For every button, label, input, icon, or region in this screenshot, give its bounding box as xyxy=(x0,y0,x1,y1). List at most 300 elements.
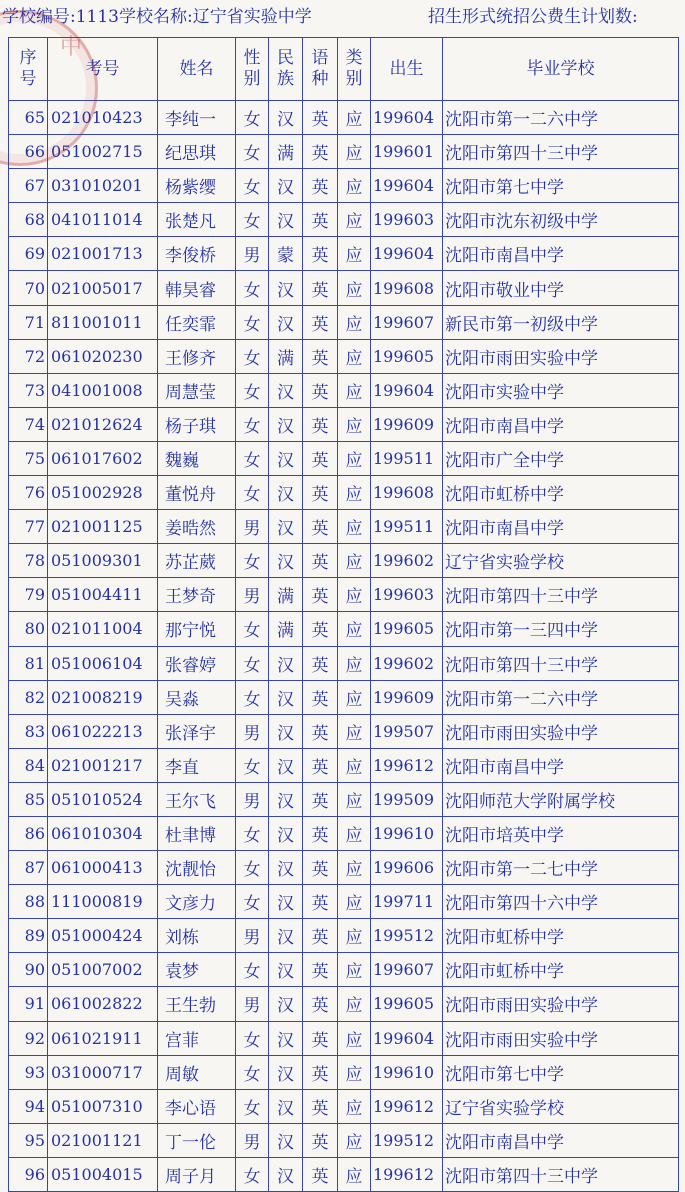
cell-name: 王修齐 xyxy=(158,339,236,373)
header-category: 类 别 xyxy=(338,38,371,101)
cell-no: 85 xyxy=(9,782,48,816)
cell-sex: 女 xyxy=(236,816,269,850)
cell-no: 94 xyxy=(9,1089,48,1123)
header-exam-number: 考号 xyxy=(48,38,158,101)
cell-no: 66 xyxy=(9,135,48,169)
cell-ethnicity: 汉 xyxy=(269,748,303,782)
cell-exam-number: 051006104 xyxy=(48,646,158,680)
cell-sex: 女 xyxy=(236,1055,269,1089)
cell-ethnicity: 汉 xyxy=(269,782,303,816)
cell-ethnicity: 汉 xyxy=(269,953,303,987)
cell-name: 宫菲 xyxy=(158,1021,236,1055)
cell-exam-number: 021012624 xyxy=(48,407,158,441)
cell-ethnicity: 汉 xyxy=(269,919,303,953)
cell-sex: 男 xyxy=(236,1123,269,1157)
cell-name: 杨子琪 xyxy=(158,407,236,441)
cell-sex: 女 xyxy=(236,476,269,510)
cell-language: 英 xyxy=(303,714,338,748)
cell-language: 英 xyxy=(303,1021,338,1055)
cell-sex: 女 xyxy=(236,544,269,578)
cell-category: 应 xyxy=(338,135,371,169)
cell-exam-number: 051007002 xyxy=(48,953,158,987)
cell-sex: 男 xyxy=(236,237,269,271)
cell-category: 应 xyxy=(338,714,371,748)
table-row xyxy=(9,919,679,953)
cell-sex: 女 xyxy=(236,885,269,919)
cell-no: 96 xyxy=(9,1157,48,1191)
cell-birth: 199604 xyxy=(371,237,443,271)
cell-sex: 男 xyxy=(236,987,269,1021)
cell-ethnicity: 汉 xyxy=(269,476,303,510)
cell-exam-number: 051004411 xyxy=(48,578,158,612)
cell-name: 李纯一 xyxy=(158,101,236,135)
cell-birth: 199603 xyxy=(371,578,443,612)
cell-name: 王梦奇 xyxy=(158,578,236,612)
cell-no: 92 xyxy=(9,1021,48,1055)
cell-ethnicity: 汉 xyxy=(269,271,303,305)
cell-birth: 199608 xyxy=(371,476,443,510)
cell-no: 86 xyxy=(9,816,48,850)
cell-ethnicity: 汉 xyxy=(269,646,303,680)
cell-language: 英 xyxy=(303,919,338,953)
cell-birth: 199601 xyxy=(371,135,443,169)
cell-school: 沈阳市敬业中学 xyxy=(443,271,679,305)
table-row xyxy=(9,203,679,237)
table-row xyxy=(9,135,679,169)
table-row xyxy=(9,510,679,544)
cell-birth: 199608 xyxy=(371,271,443,305)
cell-ethnicity: 汉 xyxy=(269,1123,303,1157)
cell-exam-number: 061010304 xyxy=(48,816,158,850)
table-row xyxy=(9,1089,679,1123)
cell-birth: 199507 xyxy=(371,714,443,748)
cell-school: 沈阳市虹桥中学 xyxy=(443,476,679,510)
cell-category: 应 xyxy=(338,578,371,612)
cell-name: 王生勃 xyxy=(158,987,236,1021)
cell-no: 65 xyxy=(9,101,48,135)
cell-name: 张泽宇 xyxy=(158,714,236,748)
cell-category: 应 xyxy=(338,373,371,407)
cell-name: 沈靓怡 xyxy=(158,851,236,885)
cell-language: 英 xyxy=(303,476,338,510)
cell-no: 81 xyxy=(9,646,48,680)
cell-language: 英 xyxy=(303,680,338,714)
cell-name: 吴淼 xyxy=(158,680,236,714)
cell-exam-number: 061017602 xyxy=(48,441,158,475)
cell-exam-number: 811001011 xyxy=(48,305,158,339)
table-row xyxy=(9,1021,679,1055)
cell-name: 韩昊睿 xyxy=(158,271,236,305)
cell-ethnicity: 汉 xyxy=(269,169,303,203)
cell-name: 丁一伦 xyxy=(158,1123,236,1157)
table-row xyxy=(9,271,679,305)
cell-language: 英 xyxy=(303,169,338,203)
table-row xyxy=(9,305,679,339)
cell-language: 英 xyxy=(303,373,338,407)
header-name: 姓名 xyxy=(158,38,236,101)
table-row xyxy=(9,441,679,475)
header-sex: 性 别 xyxy=(236,38,269,101)
cell-category: 应 xyxy=(338,510,371,544)
header-no: 序 号 xyxy=(9,38,48,101)
cell-language: 英 xyxy=(303,953,338,987)
cell-category: 应 xyxy=(338,919,371,953)
cell-no: 91 xyxy=(9,987,48,1021)
cell-no: 74 xyxy=(9,407,48,441)
cell-school: 新民市第一初级中学 xyxy=(443,305,679,339)
cell-no: 79 xyxy=(9,578,48,612)
cell-school: 沈阳市南昌中学 xyxy=(443,1123,679,1157)
cell-category: 应 xyxy=(338,169,371,203)
cell-birth: 199612 xyxy=(371,1157,443,1191)
cell-category: 应 xyxy=(338,953,371,987)
cell-sex: 男 xyxy=(236,578,269,612)
header-ethnicity: 民 族 xyxy=(269,38,303,101)
cell-sex: 女 xyxy=(236,646,269,680)
cell-language: 英 xyxy=(303,101,338,135)
cell-name: 刘栋 xyxy=(158,919,236,953)
cell-language: 英 xyxy=(303,339,338,373)
cell-exam-number: 021001713 xyxy=(48,237,158,271)
cell-exam-number: 031000717 xyxy=(48,1055,158,1089)
cell-language: 英 xyxy=(303,441,338,475)
cell-language: 英 xyxy=(303,1089,338,1123)
table-row xyxy=(9,748,679,782)
cell-exam-number: 021011004 xyxy=(48,612,158,646)
cell-ethnicity: 汉 xyxy=(269,1089,303,1123)
table-row xyxy=(9,612,679,646)
cell-ethnicity: 汉 xyxy=(269,1055,303,1089)
cell-language: 英 xyxy=(303,1055,338,1089)
cell-school: 沈阳市南昌中学 xyxy=(443,748,679,782)
cell-exam-number: 061020230 xyxy=(48,339,158,373)
cell-category: 应 xyxy=(338,1055,371,1089)
table-row xyxy=(9,476,679,510)
cell-ethnicity: 蒙 xyxy=(269,237,303,271)
cell-ethnicity: 汉 xyxy=(269,680,303,714)
cell-school: 沈阳市虹桥中学 xyxy=(443,919,679,953)
cell-category: 应 xyxy=(338,476,371,510)
cell-school: 沈阳市培英中学 xyxy=(443,816,679,850)
cell-no: 70 xyxy=(9,271,48,305)
cell-ethnicity: 满 xyxy=(269,578,303,612)
cell-sex: 女 xyxy=(236,339,269,373)
cell-category: 应 xyxy=(338,101,371,135)
cell-category: 应 xyxy=(338,885,371,919)
cell-ethnicity: 汉 xyxy=(269,544,303,578)
cell-birth: 199605 xyxy=(371,987,443,1021)
cell-birth: 199610 xyxy=(371,1055,443,1089)
cell-birth: 199609 xyxy=(371,407,443,441)
cell-school: 沈阳市第四十三中学 xyxy=(443,646,679,680)
cell-no: 89 xyxy=(9,919,48,953)
cell-sex: 女 xyxy=(236,1021,269,1055)
cell-birth: 199604 xyxy=(371,101,443,135)
cell-name: 李直 xyxy=(158,748,236,782)
cell-language: 英 xyxy=(303,578,338,612)
cell-no: 67 xyxy=(9,169,48,203)
cell-ethnicity: 满 xyxy=(269,135,303,169)
table-row xyxy=(9,885,679,919)
cell-ethnicity: 汉 xyxy=(269,1021,303,1055)
cell-exam-number: 051009301 xyxy=(48,544,158,578)
cell-sex: 女 xyxy=(236,101,269,135)
cell-school: 沈阳师范大学附属学校 xyxy=(443,782,679,816)
document-header xyxy=(0,0,685,34)
cell-name: 袁梦 xyxy=(158,953,236,987)
cell-name: 张楚凡 xyxy=(158,203,236,237)
cell-ethnicity: 汉 xyxy=(269,373,303,407)
cell-language: 英 xyxy=(303,544,338,578)
cell-sex: 女 xyxy=(236,748,269,782)
cell-birth: 199509 xyxy=(371,782,443,816)
table-row xyxy=(9,714,679,748)
table-row xyxy=(9,680,679,714)
cell-ethnicity: 汉 xyxy=(269,1157,303,1191)
table-row xyxy=(9,1157,679,1191)
cell-sex: 男 xyxy=(236,919,269,953)
cell-birth: 199711 xyxy=(371,885,443,919)
cell-exam-number: 021008219 xyxy=(48,680,158,714)
cell-name: 李心语 xyxy=(158,1089,236,1123)
cell-birth: 199605 xyxy=(371,339,443,373)
cell-school: 沈阳市雨田实验中学 xyxy=(443,1021,679,1055)
cell-category: 应 xyxy=(338,680,371,714)
cell-no: 68 xyxy=(9,203,48,237)
cell-name: 杨紫缨 xyxy=(158,169,236,203)
cell-language: 英 xyxy=(303,987,338,1021)
cell-ethnicity: 汉 xyxy=(269,510,303,544)
table-row xyxy=(9,373,679,407)
cell-no: 95 xyxy=(9,1123,48,1157)
cell-exam-number: 021001121 xyxy=(48,1123,158,1157)
cell-category: 应 xyxy=(338,407,371,441)
cell-birth: 199603 xyxy=(371,203,443,237)
cell-birth: 199612 xyxy=(371,1089,443,1123)
cell-exam-number: 051007310 xyxy=(48,1089,158,1123)
cell-category: 应 xyxy=(338,1157,371,1191)
cell-language: 英 xyxy=(303,748,338,782)
cell-birth: 199604 xyxy=(371,169,443,203)
cell-category: 应 xyxy=(338,305,371,339)
cell-no: 80 xyxy=(9,612,48,646)
cell-sex: 女 xyxy=(236,612,269,646)
cell-school: 沈阳市南昌中学 xyxy=(443,407,679,441)
cell-sex: 女 xyxy=(236,271,269,305)
cell-name: 董悦舟 xyxy=(158,476,236,510)
table-row xyxy=(9,782,679,816)
table-row xyxy=(9,1123,679,1157)
cell-birth: 199511 xyxy=(371,441,443,475)
cell-birth: 199602 xyxy=(371,544,443,578)
cell-name: 周敏 xyxy=(158,1055,236,1089)
cell-name: 张睿婷 xyxy=(158,646,236,680)
cell-birth: 199609 xyxy=(371,680,443,714)
cell-category: 应 xyxy=(338,1089,371,1123)
cell-birth: 199512 xyxy=(371,919,443,953)
cell-ethnicity: 汉 xyxy=(269,305,303,339)
cell-school: 沈阳市南昌中学 xyxy=(443,237,679,271)
cell-category: 应 xyxy=(338,1123,371,1157)
cell-exam-number: 061000413 xyxy=(48,851,158,885)
cell-birth: 199607 xyxy=(371,305,443,339)
cell-name: 那宁悦 xyxy=(158,612,236,646)
cell-exam-number: 041011014 xyxy=(48,203,158,237)
cell-name: 苏芷葳 xyxy=(158,544,236,578)
cell-name: 魏巍 xyxy=(158,441,236,475)
cell-sex: 女 xyxy=(236,851,269,885)
cell-no: 87 xyxy=(9,851,48,885)
cell-sex: 女 xyxy=(236,680,269,714)
cell-category: 应 xyxy=(338,782,371,816)
cell-ethnicity: 汉 xyxy=(269,816,303,850)
cell-sex: 男 xyxy=(236,782,269,816)
cell-language: 英 xyxy=(303,237,338,271)
cell-exam-number: 051010524 xyxy=(48,782,158,816)
cell-category: 应 xyxy=(338,646,371,680)
cell-sex: 女 xyxy=(236,1089,269,1123)
header-school: 毕业学校 xyxy=(443,38,679,101)
cell-exam-number: 031010201 xyxy=(48,169,158,203)
cell-ethnicity: 汉 xyxy=(269,441,303,475)
cell-language: 英 xyxy=(303,1123,338,1157)
cell-category: 应 xyxy=(338,1021,371,1055)
cell-birth: 199606 xyxy=(371,851,443,885)
cell-exam-number: 021010423 xyxy=(48,101,158,135)
cell-sex: 女 xyxy=(236,169,269,203)
cell-birth: 199612 xyxy=(371,748,443,782)
cell-birth: 199511 xyxy=(371,510,443,544)
cell-exam-number: 061022213 xyxy=(48,714,158,748)
cell-birth: 199605 xyxy=(371,612,443,646)
cell-category: 应 xyxy=(338,237,371,271)
cell-birth: 199512 xyxy=(371,1123,443,1157)
cell-no: 90 xyxy=(9,953,48,987)
cell-sex: 女 xyxy=(236,953,269,987)
cell-no: 69 xyxy=(9,237,48,271)
cell-language: 英 xyxy=(303,782,338,816)
cell-ethnicity: 汉 xyxy=(269,885,303,919)
header-language: 语 种 xyxy=(303,38,338,101)
cell-no: 84 xyxy=(9,748,48,782)
cell-exam-number: 061002822 xyxy=(48,987,158,1021)
cell-no: 88 xyxy=(9,885,48,919)
cell-birth: 199604 xyxy=(371,1021,443,1055)
cell-school: 沈阳市雨田实验中学 xyxy=(443,714,679,748)
cell-category: 应 xyxy=(338,441,371,475)
cell-exam-number: 021001217 xyxy=(48,748,158,782)
cell-exam-number: 021001125 xyxy=(48,510,158,544)
cell-name: 杜聿博 xyxy=(158,816,236,850)
table-body xyxy=(9,101,679,1192)
table-row xyxy=(9,851,679,885)
cell-language: 英 xyxy=(303,851,338,885)
cell-language: 英 xyxy=(303,305,338,339)
cell-school: 沈阳市第一二六中学 xyxy=(443,101,679,135)
cell-sex: 女 xyxy=(236,407,269,441)
cell-exam-number: 111000819 xyxy=(48,885,158,919)
cell-birth: 199604 xyxy=(371,373,443,407)
cell-no: 77 xyxy=(9,510,48,544)
table-row xyxy=(9,237,679,271)
cell-ethnicity: 满 xyxy=(269,612,303,646)
cell-ethnicity: 汉 xyxy=(269,851,303,885)
cell-sex: 男 xyxy=(236,510,269,544)
cell-school: 沈阳市虹桥中学 xyxy=(443,953,679,987)
cell-ethnicity: 汉 xyxy=(269,714,303,748)
cell-school: 沈阳市雨田实验中学 xyxy=(443,987,679,1021)
cell-school: 沈阳市第四十三中学 xyxy=(443,1157,679,1191)
cell-category: 应 xyxy=(338,203,371,237)
table-row xyxy=(9,1055,679,1089)
table-row xyxy=(9,578,679,612)
cell-no: 78 xyxy=(9,544,48,578)
cell-language: 英 xyxy=(303,510,338,544)
cell-name: 姜晧然 xyxy=(158,510,236,544)
cell-name: 任奕霏 xyxy=(158,305,236,339)
table-row xyxy=(9,339,679,373)
cell-exam-number: 041001008 xyxy=(48,373,158,407)
cell-no: 72 xyxy=(9,339,48,373)
cell-category: 应 xyxy=(338,544,371,578)
cell-exam-number: 021005017 xyxy=(48,271,158,305)
cell-name: 李俊桥 xyxy=(158,237,236,271)
cell-school: 辽宁省实验学校 xyxy=(443,1089,679,1123)
cell-school: 沈阳市第七中学 xyxy=(443,169,679,203)
cell-no: 73 xyxy=(9,373,48,407)
table-row xyxy=(9,101,679,135)
cell-language: 英 xyxy=(303,271,338,305)
cell-school: 辽宁省实验学校 xyxy=(443,544,679,578)
cell-ethnicity: 汉 xyxy=(269,101,303,135)
cell-exam-number: 051002715 xyxy=(48,135,158,169)
cell-school: 沈阳市第四十六中学 xyxy=(443,885,679,919)
cell-no: 71 xyxy=(9,305,48,339)
table-row xyxy=(9,169,679,203)
cell-category: 应 xyxy=(338,987,371,1021)
cell-sex: 女 xyxy=(236,373,269,407)
cell-sex: 女 xyxy=(236,441,269,475)
cell-no: 76 xyxy=(9,476,48,510)
cell-category: 应 xyxy=(338,271,371,305)
cell-school: 沈阳市第一二六中学 xyxy=(443,680,679,714)
cell-language: 英 xyxy=(303,816,338,850)
admission-info-text: 招生形式统招公费生计划数: xyxy=(428,7,638,27)
cell-school: 沈阳市第四十三中学 xyxy=(443,135,679,169)
cell-birth: 199610 xyxy=(371,816,443,850)
cell-ethnicity: 汉 xyxy=(269,203,303,237)
table-row xyxy=(9,407,679,441)
cell-language: 英 xyxy=(303,135,338,169)
cell-sex: 男 xyxy=(236,714,269,748)
school-info-text: 学校编号:1113学校名称:辽宁省实验中学 xyxy=(2,7,312,27)
table-row xyxy=(9,987,679,1021)
cell-school: 沈阳市广全中学 xyxy=(443,441,679,475)
cell-exam-number: 051004015 xyxy=(48,1157,158,1191)
cell-school: 沈阳市第四十三中学 xyxy=(443,578,679,612)
cell-exam-number: 051000424 xyxy=(48,919,158,953)
cell-sex: 女 xyxy=(236,135,269,169)
header-birth: 出生 xyxy=(371,38,443,101)
cell-no: 83 xyxy=(9,714,48,748)
table-header xyxy=(9,38,679,101)
cell-exam-number: 051002928 xyxy=(48,476,158,510)
cell-language: 英 xyxy=(303,885,338,919)
cell-sex: 女 xyxy=(236,203,269,237)
cell-category: 应 xyxy=(338,748,371,782)
admission-table xyxy=(8,37,679,1192)
cell-no: 82 xyxy=(9,680,48,714)
